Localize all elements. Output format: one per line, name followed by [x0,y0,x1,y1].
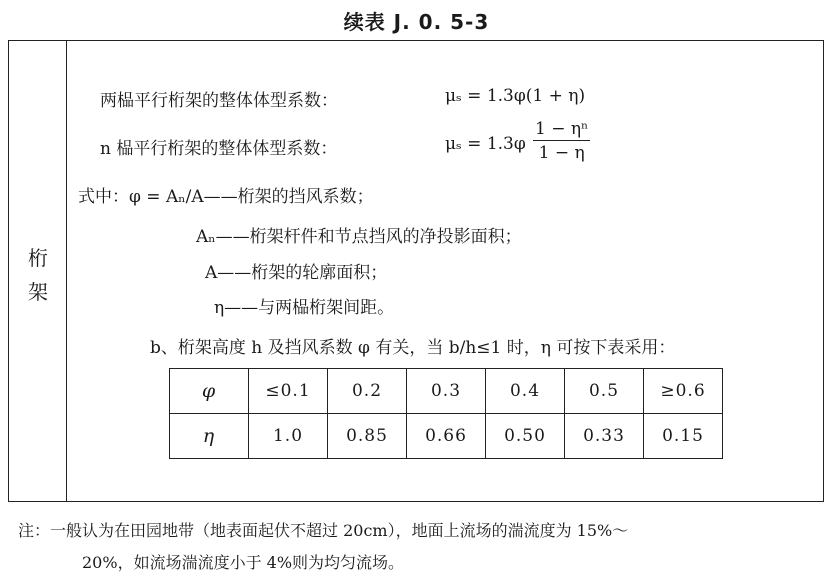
definition-an: Aₙ——桁架杆件和节点挡风的净投影面积； [196,227,522,247]
n-truss-text: n 榀平行桁架的整体体型系数： [100,139,338,159]
table-cell: 0.15 [644,414,723,459]
table-cell: ≤0.1 [249,369,328,414]
definition-a: A——桁架的轮廓面积； [205,263,388,283]
table-cell: 0.33 [565,414,644,459]
table-cell: 0.2 [328,369,407,414]
note-line-1: 注：一般认为在田园地带（地表面起伏不超过 20cm），地面上流场的湍流度为 15%～ [18,521,629,540]
table-row [170,369,723,414]
definition-eta: η——与两榀桁架间距。 [214,298,395,318]
n-truss-formula-lhs: μₛ = 1.3φ [445,134,526,154]
table-header-eta: η [170,414,249,459]
category-label-char-2: 架 [28,280,48,304]
table-cell: 0.3 [407,369,486,414]
table-cell: 0.5 [565,369,644,414]
table-cell: 0.50 [486,414,565,459]
table-cell: 1.0 [249,414,328,459]
table-title: 续表 J. 0. 5-3 [343,10,490,34]
definition-phi: 式中：φ = Aₙ/A——桁架的挡风系数； [78,187,374,207]
two-truss-text: 两榀平行桁架的整体体型系数： [100,91,338,111]
fraction-denominator: 1 − η [538,143,585,163]
eta-table [169,368,723,459]
note-line-2: 20%，如流场湍流度小于 4%则为均匀流场。 [82,553,405,572]
category-label-char-1: 桁 [28,246,48,270]
table-condition-text: b、桁架高度 h 及挡风系数 φ 有关，当 b/h≤1 时，η 可按下表采用： [150,338,676,358]
table-cell: 0.66 [407,414,486,459]
category-column [9,41,67,501]
table-cell: 0.85 [328,414,407,459]
category-label [9,241,67,309]
n-truss-fraction [533,118,590,165]
fraction-numerator: 1 − ηⁿ [535,119,589,139]
two-truss-formula: μₛ = 1.3φ(1 + η) [445,86,586,106]
table-header-phi: φ [170,369,249,414]
table-cell: ≥0.6 [644,369,723,414]
table-row [170,414,723,459]
table-cell: 0.4 [486,369,565,414]
